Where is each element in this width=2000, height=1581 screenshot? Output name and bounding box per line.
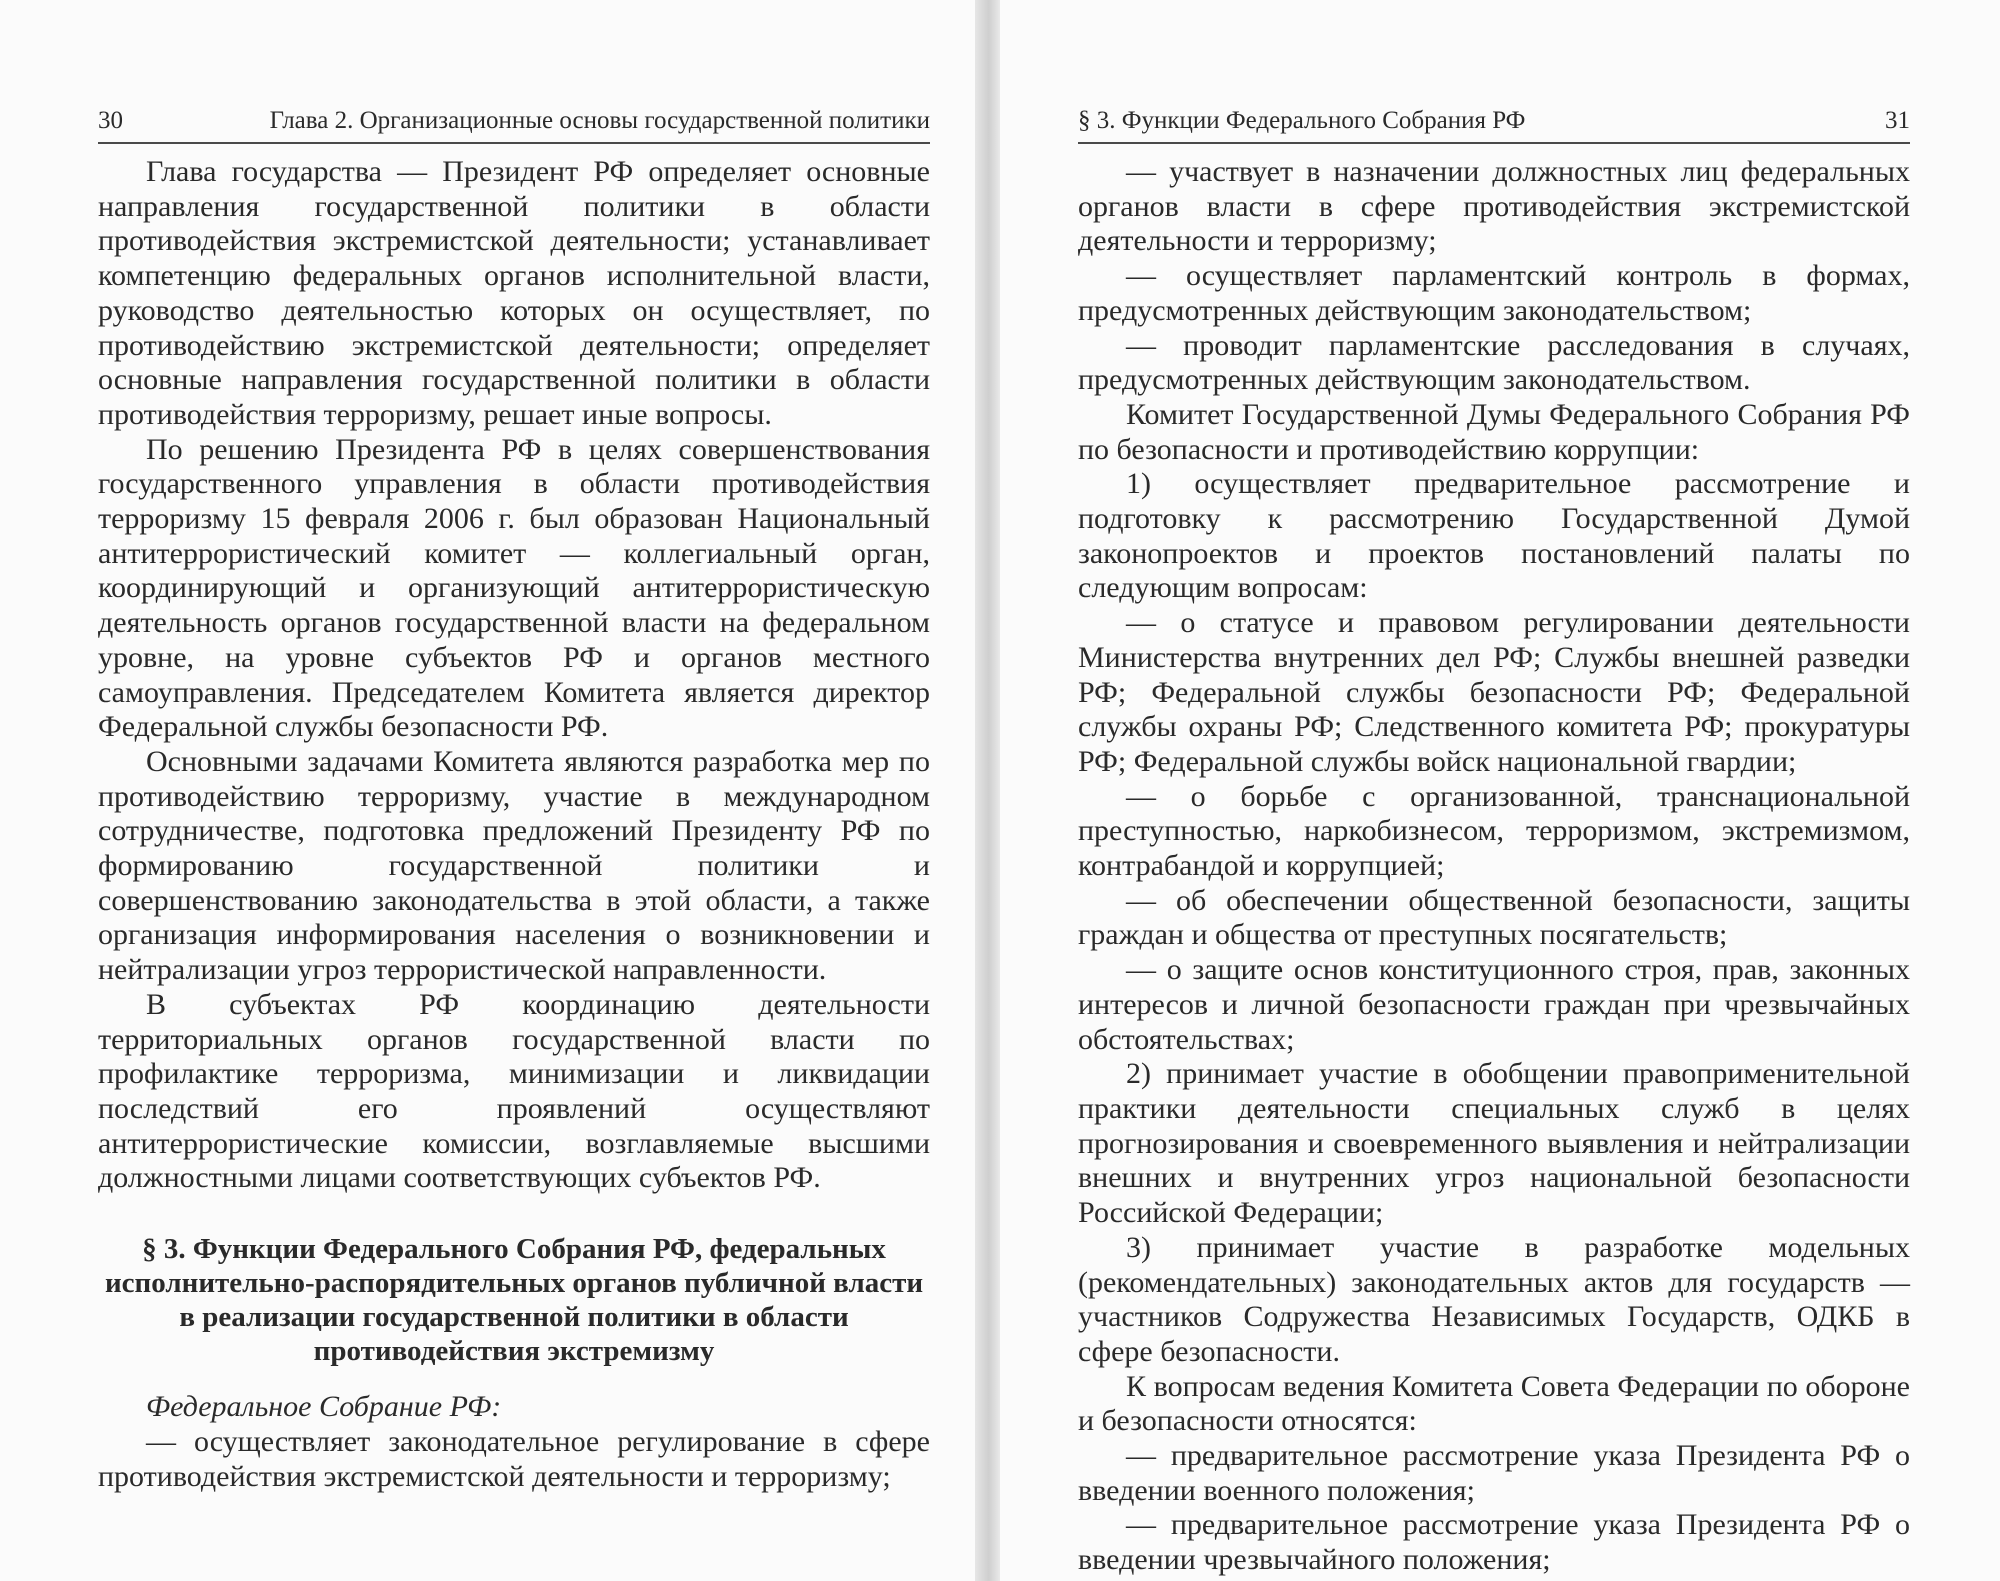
running-head: § 3. Функции Федерального Собрания РФ [1078, 107, 1526, 134]
list-item: — осуществляет законодательное регулирование в сфере противодействия экстремистской деятельности и терроризму; [98, 1424, 930, 1493]
list-item: — предварительное рассмотрение указа Президента РФ о введении чрезвычайного положения; [1078, 1508, 1910, 1577]
left-page-body [98, 155, 930, 1494]
book-gutter [975, 0, 1000, 1581]
left-page-header [98, 100, 930, 144]
section-heading: § 3. Функции Федерального Собрания РФ, федеральных исполнительно-распорядительных органов публичной власти в реализации государственной политики в области противодействия экстремизму [104, 1233, 924, 1368]
page-number: 30 [98, 107, 123, 134]
paragraph: Основными задачами Комитета являются разработка мер по противодействию терроризму, участие в международном сотрудничестве, подготовка предложений Президенту РФ по формированию государственной политики и совершенствованию законодательства в этой области, а также организация информирования населения о возникновении и нейтрализации угроз террористической направленности. [98, 744, 930, 987]
paragraph: В субъектах РФ координацию деятельности территориальных органов государственной власти по профилактике терроризма, минимизации и ликвидации последствий его проявлений осуществляют антитеррористические комиссии, возглавляемые высшими должностными лицами соответствующих субъектов РФ. [98, 987, 930, 1195]
list-item: 2) принимает участие в обобщении правоприменительной практики деятельности специальных служб в целях прогнозирования и своевременного выявления и нейтрализации внешних и внутренних угроз национальной безопасности Российской Федерации; [1078, 1057, 1910, 1230]
list-item: — о защите основ конституционного строя, прав, законных интересов и личной безопасности граждан при чрезвычайных обстоятельствах; [1078, 953, 1910, 1056]
list-item: 1) осуществляет предварительное рассмотрение и подготовку к рассмотрению Государственной Думой законопроектов и проектов постановлений палаты по следующим вопросам: [1078, 467, 1910, 605]
page-number: 31 [1885, 107, 1910, 134]
list-item: — участвует в назначении должностных лиц федеральных органов власти в сфере противодействия экстремистской деятельности и терроризму; [1078, 155, 1910, 258]
right-page [1000, 0, 2000, 1581]
paragraph: По решению Президента РФ в целях совершенствования государственного управления в области противодействия терроризму 15 февраля 2006 г. был образован Национальный антитеррористический комитет — коллегиальный орган, координирующий и организующий антитеррористическую деятельность органов государственной власти на федеральном уровне, на уровне субъектов РФ и органов местного самоуправления. Председателем Комитета является директор Федеральной службы безопасности РФ. [98, 432, 930, 744]
list-item: 3) принимает участие в разработке модельных (рекомендательных) законодательных актов для государств — участников Содружества Независимых Государств, ОДКБ в сфере безопасности. [1078, 1230, 1910, 1368]
left-page [0, 0, 975, 1581]
list-item: — о борьбе с организованной, транснациональной преступностью, наркобизнесом, терроризмом, экстремизмом, контрабандой и коррупцией; [1078, 779, 1910, 883]
right-page-body [1078, 155, 1910, 1578]
list-item: — осуществляет парламентский контроль в формах, предусмотренных действующим законодательством; [1078, 259, 1910, 327]
paragraph: К вопросам ведения Комитета Совета Федерации по обороне и безопасности относятся: [1078, 1369, 1910, 1438]
paragraph: Комитет Государственной Думы Федерального Собрания РФ по безопасности и противодействию коррупции: [1078, 397, 1910, 466]
paragraph: Глава государства — Президент РФ определяет основные направления государственной политики в области противодействия экстремистской деятельности; устанавливает компетенцию федеральных органов исполнительной власти, руководство деятельностью которых он осуществляет, по противодействию экстремистской деятельности; определяет основные направления государственной политики в области противодействия терроризму, решает иные вопросы. [98, 155, 930, 431]
subheading: Федеральное Собрание РФ: [146, 1390, 502, 1424]
list-item: — проводит парламентские расследования в случаях, предусмотренных действующим законодательством. [1078, 328, 1910, 397]
list-item: — предварительное рассмотрение указа Президента РФ о введении военного положения; [1078, 1439, 1910, 1507]
list-item: — об обеспечении общественной безопасности, защиты граждан и общества от преступных посягательств; [1078, 883, 1910, 952]
right-page-header [1078, 100, 1910, 144]
list-item: — о статусе и правовом регулировании деятельности Министерства внутренних дел РФ; Службы внешней разведки РФ; Федеральной службы безопасности РФ; Федеральной службы охраны РФ; Следственного комитета РФ; прокуратуры РФ; Федеральной службы войск национальной гвардии; [1078, 606, 1910, 778]
running-head: Глава 2. Организационные основы государственной политики [269, 107, 930, 134]
